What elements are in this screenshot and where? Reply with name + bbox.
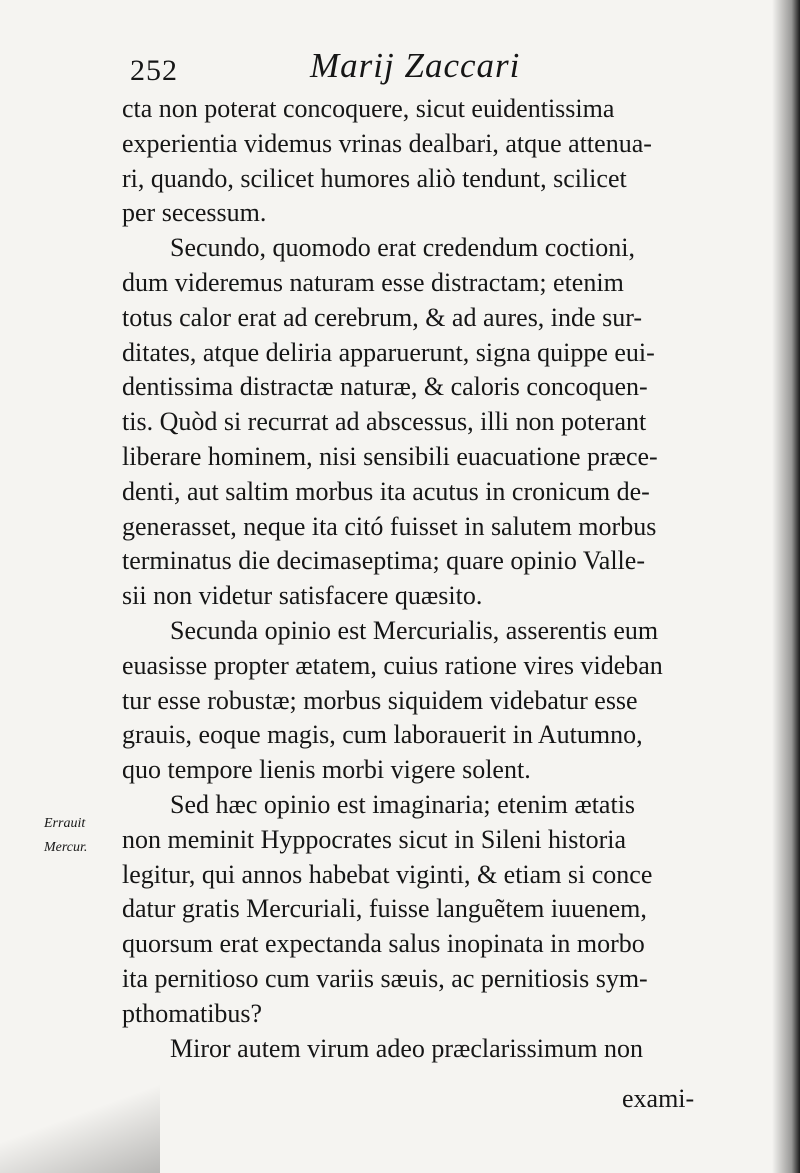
text-line: totus calor erat ad cerebrum, & ad aures, inde sur- bbox=[122, 302, 642, 332]
text-line: quo tempore lienis morbi vigere solent. bbox=[122, 755, 531, 785]
text-line: quorsum erat expectanda salus inopinata in morbo bbox=[122, 929, 645, 959]
running-head: Marij Zaccari bbox=[310, 46, 521, 85]
text-line: ditates, atque deliria apparuerunt, signa quippe eui- bbox=[122, 337, 655, 367]
text-line: denti, aut saltim morbus ita acutus in cronicum de- bbox=[122, 476, 650, 506]
page-edge-shadow bbox=[772, 0, 800, 1173]
margin-note bbox=[44, 812, 124, 860]
page-number: 252 bbox=[130, 54, 178, 87]
paragraph-start-line: Secunda opinio est Mercurialis, asserentis eum bbox=[170, 615, 659, 645]
text-line: cta non poterat concoquere, sicut euidentissima bbox=[122, 94, 615, 123]
text-line: terminatus die decimaseptima; quare opinio Valle- bbox=[122, 546, 645, 576]
text-line: per secessum. bbox=[122, 198, 267, 228]
margin-note-line: Errauit bbox=[44, 816, 86, 831]
text-line: generasset, neque ita citó fuisset in salutem morbus bbox=[122, 511, 657, 541]
text-line: legitur, qui annos habebat viginti, & etiam si conce bbox=[122, 859, 653, 889]
text-line: grauis, eoque magis, cum laborauerit in Autumno, bbox=[122, 720, 643, 750]
page-header bbox=[130, 44, 650, 92]
text-line: liberare hominem, nisi sensibili euacuatione præce- bbox=[122, 441, 658, 471]
text-line: non meminit Hyppocrates sicut in Sileni historia bbox=[122, 824, 627, 854]
text-line: dum videremus naturam esse distractam; etenim bbox=[122, 267, 624, 297]
body-text bbox=[122, 92, 752, 1066]
text-line: tur esse robustæ; morbus siquidem videbatur esse bbox=[122, 685, 638, 715]
margin-note-line: Mercur. bbox=[44, 840, 88, 855]
text-line: dentissima distractæ naturæ, & caloris concoquen- bbox=[122, 372, 648, 402]
text-line: ita pernitioso cum variis sæuis, ac pernitiosis sym- bbox=[122, 963, 648, 993]
text-line: sii non videtur satisfacere quæsito. bbox=[122, 581, 483, 611]
paragraph-start-line: Miror autem virum adeo præclarissimum non bbox=[170, 1033, 643, 1063]
paragraph-start-line: Secundo, quomodo erat credendum coctioni, bbox=[170, 233, 635, 263]
text-line: tis. Quòd si recurrat ad abscessus, illi non poterant bbox=[122, 407, 647, 437]
text-line: ri, quando, scilicet humores aliò tendunt, scilicet bbox=[122, 163, 627, 193]
paragraph-start-line: Sed hæc opinio est imaginaria; etenim ætatis bbox=[170, 789, 636, 819]
text-line: experientia videmus vrinas dealbari, atque attenua- bbox=[122, 128, 652, 158]
text-line: datur gratis Mercuriali, fuisse languẽtem iuuenem, bbox=[122, 894, 647, 924]
page-corner-shadow bbox=[0, 1083, 160, 1173]
text-line: euasisse propter ætatem, cuius ratione vires videban bbox=[122, 650, 663, 680]
catchword: exami- bbox=[622, 1084, 695, 1113]
text-line: pthomatibus? bbox=[122, 998, 263, 1028]
